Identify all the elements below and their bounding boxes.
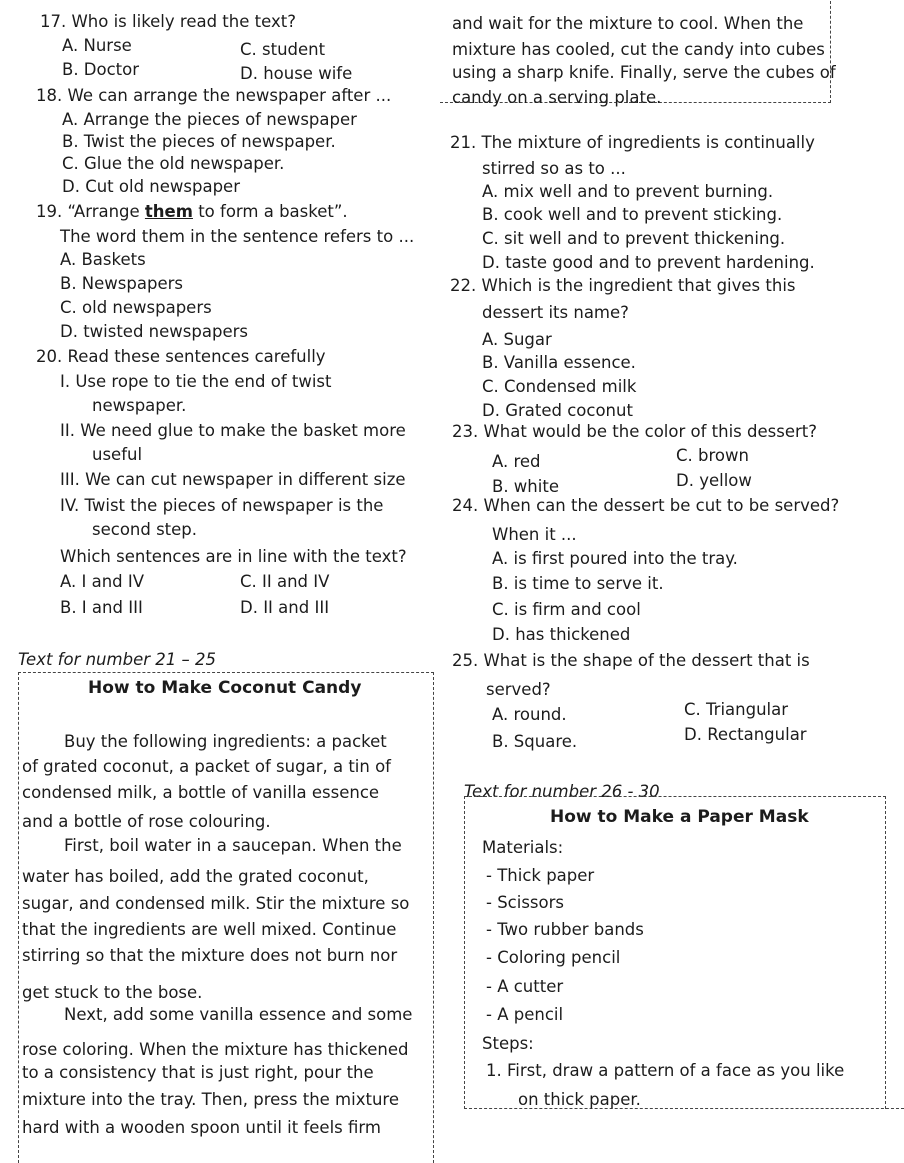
text-line: of grated coconut, a packet of sugar, a tin of <box>22 757 391 776</box>
materials-label: Materials: <box>482 838 564 857</box>
text-label-26-30: Text for number 26 - 30 <box>464 782 660 801</box>
text-line: to a consistency that is just right, pour the <box>22 1063 374 1082</box>
q17-option-c: C. student <box>240 40 326 59</box>
q24-option-a: A. is first poured into the tray. <box>492 549 738 568</box>
q22-text-cont: dessert its name? <box>482 303 629 322</box>
q23-text: 23. What would be the color of this dessert? <box>452 422 817 441</box>
q18-option-a: A. Arrange the pieces of newspaper <box>62 110 357 129</box>
text-line: candy on a serving plate. <box>452 88 662 107</box>
q19-option-c: C. old newspapers <box>60 298 212 317</box>
q20-sentence-1-cont: newspaper. <box>92 396 187 415</box>
q18-text: 18. We can arrange the newspaper after ... <box>36 86 392 105</box>
q19-option-a: A. Baskets <box>60 250 146 269</box>
q20-option-b: B. I and III <box>60 598 143 617</box>
q22-text: 22. Which is the ingredient that gives this <box>450 276 796 295</box>
q21-option-b: B. cook well and to prevent sticking. <box>482 205 783 224</box>
q21-text: 21. The mixture of ingredients is continually <box>450 133 815 152</box>
q20-option-d: D. II and III <box>240 598 330 617</box>
text-line: mixture has cooled, cut the candy into cubes <box>452 40 825 59</box>
q20-sentence-1: I. Use rope to tie the end of twist <box>60 372 332 391</box>
text-line: condensed milk, a bottle of vanilla essence <box>22 783 380 802</box>
q22-option-d: D. Grated coconut <box>482 401 633 420</box>
q20-sentence-4-cont: second step. <box>92 520 198 539</box>
q22-option-a: A. Sugar <box>482 330 552 349</box>
text-line: hard with a wooden spoon until it feels firm <box>22 1118 381 1137</box>
steps-label: Steps: <box>482 1034 534 1053</box>
q21-option-d: D. taste good and to prevent hardening. <box>482 253 815 272</box>
q22-option-c: C. Condensed milk <box>482 377 637 396</box>
q24-option-b: B. is time to serve it. <box>492 574 664 593</box>
text-line: First, boil water in a saucepan. When the <box>64 836 402 855</box>
text-line: stirring so that the mixture does not burn nor <box>22 946 398 965</box>
q20-prompt: Which sentences are in line with the text? <box>60 547 407 566</box>
step-1: 1. First, draw a pattern of a face as you like <box>486 1061 845 1080</box>
q17-option-b: B. Doctor <box>62 60 140 79</box>
q20-option-c: C. II and IV <box>240 572 330 591</box>
q18-option-b: B. Twist the pieces of newspaper. <box>62 132 336 151</box>
q17-option-a: A. Nurse <box>62 36 132 55</box>
q21-option-a: A. mix well and to prevent burning. <box>482 182 774 201</box>
q24-stem: When it ... <box>492 525 577 544</box>
q20-option-a: A. I and IV <box>60 572 145 591</box>
q19-option-b: B. Newspapers <box>60 274 183 293</box>
q24-text: 24. When can the dessert be cut to be served? <box>452 496 840 515</box>
text-line: Buy the following ingredients: a packet <box>64 732 387 751</box>
q19-line2: The word them in the sentence refers to ... <box>60 227 415 246</box>
q23-option-b: B. white <box>492 477 559 496</box>
text-line: and a bottle of rose colouring. <box>22 812 271 831</box>
q25-option-a: A. round. <box>492 705 567 724</box>
text-line: rose coloring. When the mixture has thickened <box>22 1040 409 1059</box>
q20-sentence-3: III. We can cut newspaper in different size <box>60 470 406 489</box>
q19-text: 19. “Arrange them to form a basket”. <box>36 202 348 221</box>
q25-option-c: C. Triangular <box>684 700 789 719</box>
q25-option-b: B. Square. <box>492 732 578 751</box>
paper-mask-title: How to Make a Paper Mask <box>550 807 809 827</box>
q24-option-c: C. is firm and cool <box>492 600 641 619</box>
list-item: - Coloring pencil <box>486 948 621 967</box>
list-item: - Two rubber bands <box>486 920 644 939</box>
q25-text: 25. What is the shape of the dessert that is <box>452 651 810 670</box>
list-item: - Scissors <box>486 893 564 912</box>
text-line: Next, add some vanilla essence and some <box>64 1005 413 1024</box>
coconut-candy-title: How to Make Coconut Candy <box>88 678 362 698</box>
list-item: - Thick paper <box>486 866 595 885</box>
q17-option-d: D. house wife <box>240 64 353 83</box>
text-line: mixture into the tray. Then, press the mixture <box>22 1090 399 1109</box>
q21-option-c: C. sit well and to prevent thickening. <box>482 229 786 248</box>
q20-text: 20. Read these sentences carefully <box>36 347 326 366</box>
q17-text: 17. Who is likely read the text? <box>40 12 296 31</box>
q25-text-cont: served? <box>486 680 551 699</box>
text-line: using a sharp knife. Finally, serve the cubes of <box>452 63 836 82</box>
q20-sentence-2-cont: useful <box>92 445 143 464</box>
text-line: get stuck to the bose. <box>22 983 203 1002</box>
list-item: - A pencil <box>486 1005 564 1024</box>
q20-sentence-4: IV. Twist the pieces of newspaper is the <box>60 496 384 515</box>
q19-option-d: D. twisted newspapers <box>60 322 248 341</box>
text-line: and wait for the mixture to cool. When the <box>452 14 804 33</box>
q24-option-d: D. has thickened <box>492 625 631 644</box>
q23-option-a: A. red <box>492 452 541 471</box>
text-line: that the ingredients are well mixed. Continue <box>22 920 397 939</box>
text-label-21-25: Text for number 21 – 25 <box>18 650 216 669</box>
q21-text-cont: stirred so as to ... <box>482 159 626 178</box>
q22-option-b: B. Vanilla essence. <box>482 353 636 372</box>
q25-option-d: D. Rectangular <box>684 725 807 744</box>
q18-option-d: D. Cut old newspaper <box>62 177 240 196</box>
text-line: water has boiled, add the grated coconut, <box>22 867 369 886</box>
q23-option-c: C. brown <box>676 446 749 465</box>
list-item: - A cutter <box>486 977 564 996</box>
step-1-cont: on thick paper. <box>518 1090 641 1109</box>
q23-option-d: D. yellow <box>676 471 752 490</box>
q20-sentence-2: II. We need glue to make the basket more <box>60 421 406 440</box>
text-line: sugar, and condensed milk. Stir the mixture so <box>22 894 410 913</box>
q18-option-c: C. Glue the old newspaper. <box>62 154 285 173</box>
